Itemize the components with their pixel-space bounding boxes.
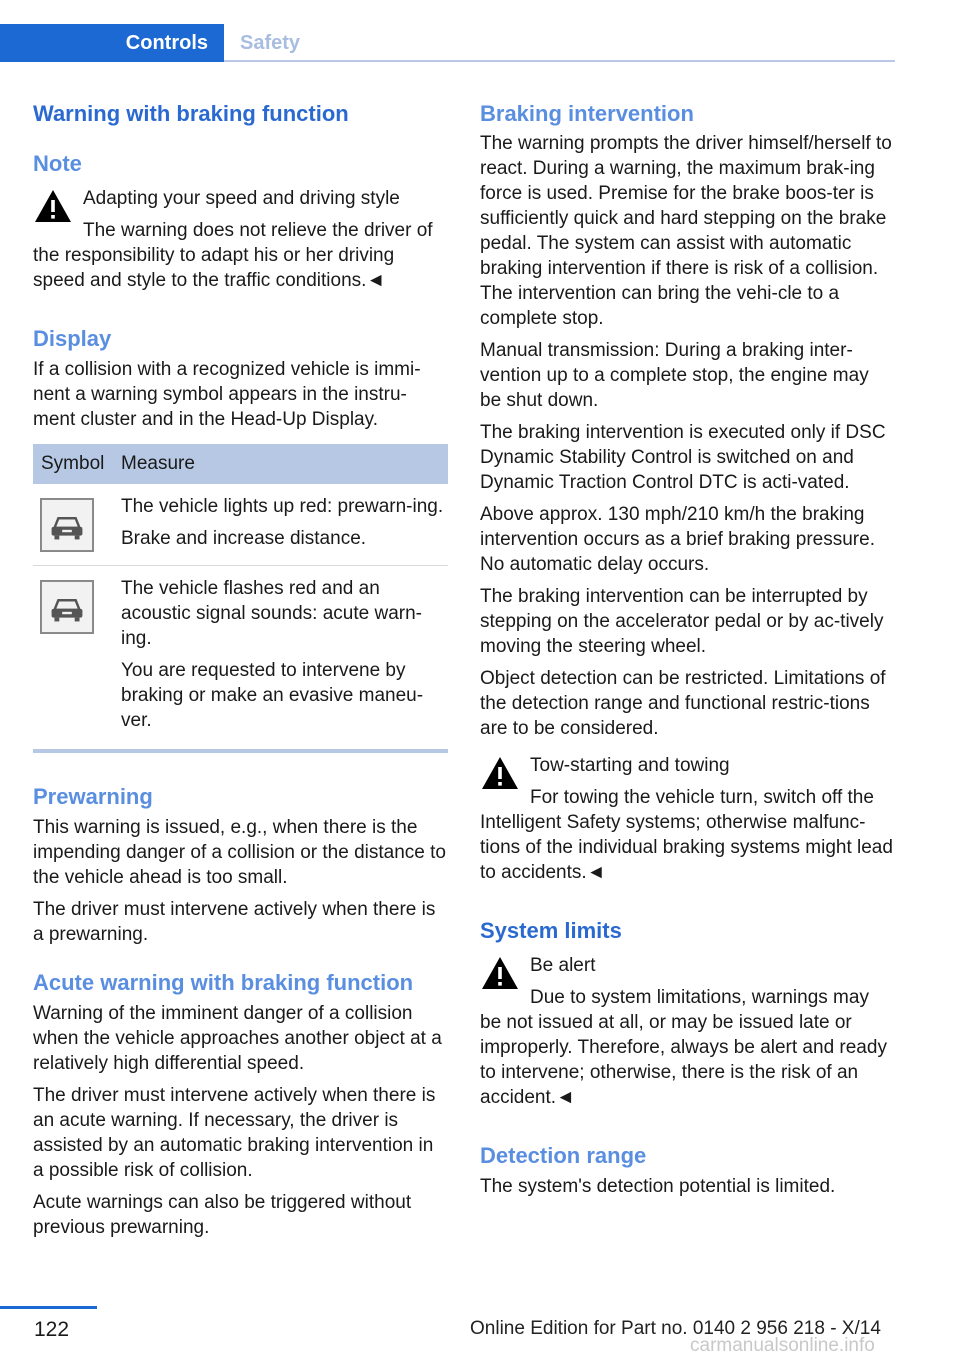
limits-warning-title: Be alert [530, 955, 596, 976]
table-row [33, 565, 448, 741]
table-header-symbol: Symbol [41, 453, 105, 474]
table-cell: The vehicle lights up red: prewarn‐ing. [121, 496, 444, 517]
towing-warning-title: Tow-starting and towing [530, 755, 730, 776]
braking-text: Above approx. 130 mph/210 km/h the braking intervention occurs as a brief braking pressure. No automatic delay occurs. [480, 504, 875, 575]
display-text: If a collision with a recognized vehicle is immi‐nent a warning symbol appears in the instru‐ment cluster and in the Head-Up Display. [33, 359, 421, 430]
vehicle-warning-icon [40, 580, 94, 634]
vehicle-warning-icon [40, 498, 94, 552]
tab-controls[interactable]: Controls [0, 24, 224, 62]
note-heading: Note [33, 151, 82, 176]
left-column [33, 100, 448, 1240]
braking-text: The warning prompts the driver himself/herself to react. During a warning, the maximum brak‐ing force is used. Premise for the brake boos‐ter is sufficiently quick and hard stepping on the brake pedal. The system can assist with automatic braking intervention if there is risk of a collision. The intervention can bring the vehi‐cle to a complete stop. [480, 133, 892, 329]
note-warning-title: Adapting your speed and driving style [83, 188, 400, 209]
braking-text: Object detection can be restricted. Limitations of the detection range and functional restric‐tions are to be considered. [480, 668, 886, 739]
footer-rule [0, 1306, 97, 1309]
section-title: Warning with braking function [33, 101, 349, 126]
tab-safety[interactable]: Safety [240, 31, 301, 54]
right-column [480, 100, 895, 1199]
warning-triangle-icon [33, 188, 73, 224]
limits-warning-body: Due to system limitations, warnings may be not issued at all, or may be issued late or improperly. Therefore, always be alert and ready to intervene; otherwise, there is the risk of an accident.◄ [480, 987, 887, 1108]
acute-text: Acute warnings can also be triggered without previous prewarning. [33, 1192, 412, 1238]
note-warning [33, 186, 448, 293]
braking-text: Manual transmission: During a braking inter‐vention up to a complete stop, the engine may be shut down. [480, 340, 869, 411]
detection-heading: Detection range [480, 1143, 647, 1168]
table-header [33, 444, 448, 484]
prewarning-text: The driver must intervene actively when there is a prewarning. [33, 899, 436, 945]
braking-text: The braking intervention is executed only if DSC Dynamic Stability Control is switched on and Dynamic Traction Control DTC is acti‐vated. [480, 422, 886, 493]
detection-text: The system's detection potential is limited. [480, 1176, 836, 1197]
prewarning-heading: Prewarning [33, 784, 153, 809]
header-tabs [0, 24, 895, 62]
braking-heading: Braking intervention [480, 101, 694, 126]
table-cell: You are requested to intervene by braking or make an evasive maneu‐ver. [121, 660, 424, 731]
towing-warning-body: For towing the vehicle turn, switch off the Intelligent Safety systems; otherwise malfunc‐tions of the individual braking systems might lead to accidents.◄ [480, 787, 893, 883]
warning-triangle-icon [480, 955, 520, 991]
braking-text: The braking intervention can be interrupted by stepping on the accelerator pedal or by ac‐tively moving the steering wheel. [480, 586, 884, 657]
prewarning-text: This warning is issued, e.g., when there is the impending danger of a collision or the distance to the vehicle ahead is too small. [33, 817, 446, 888]
system-limits-heading: System limits [480, 918, 622, 943]
note-warning-body: The warning does not relieve the driver of the responsibility to adapt his or her driving speed and style to the traffic conditions.◄ [33, 220, 433, 291]
acute-text: Warning of the imminent danger of a collision when the vehicle approaches another object at a relatively high differential speed. [33, 1003, 442, 1074]
acute-text: The driver must intervene actively when there is an acute warning. If necessary, the driver is assisted by an automatic braking intervention in a possible risk of collision. [33, 1085, 436, 1181]
header-rule [224, 60, 895, 62]
towing-warning [480, 753, 895, 885]
table-cell: Brake and increase distance. [121, 528, 367, 549]
symbol-table [33, 444, 448, 753]
display-heading: Display [33, 326, 112, 351]
acute-heading: Acute warning with braking function [33, 970, 414, 995]
limits-warning [480, 953, 895, 1110]
table-cell: The vehicle flashes red and an acoustic signal sounds: acute warn‐ing. [121, 578, 422, 649]
page-number: 122 [34, 1318, 70, 1341]
table-row [33, 484, 448, 565]
watermark: carmanualsonline.info [690, 1335, 875, 1356]
edition-text: Online Edition for Part no. 0140 2 956 218 - X/14 [470, 1318, 881, 1339]
warning-triangle-icon [480, 755, 520, 791]
table-header-measure: Measure [121, 453, 195, 474]
